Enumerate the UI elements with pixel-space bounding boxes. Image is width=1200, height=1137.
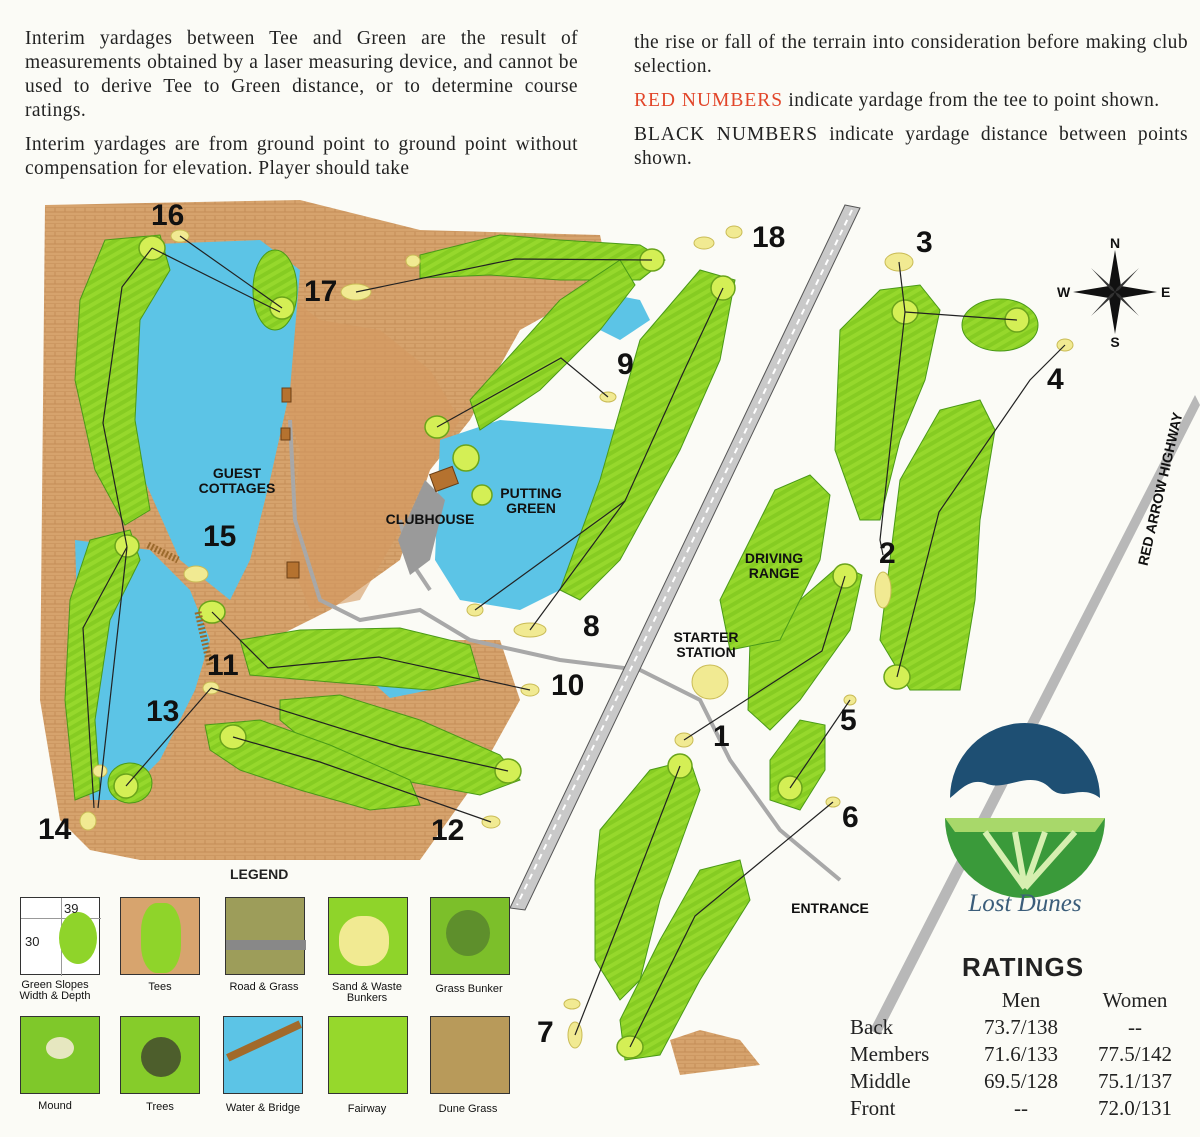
hole-13-number: 13 [146, 695, 180, 728]
driving-range-label-2: RANGE [748, 565, 800, 581]
intro-paragraph-2: Interim yardages are from ground point to ground point without compensation for elevation. Player should take [25, 134, 578, 179]
black-numbers-text: indicate yardage distance between points shown. [634, 124, 1188, 169]
starter-station-label-1: STARTER [673, 629, 739, 645]
intro-paragraph-3: the rise or fall of the terrain into consideration before making club selection. [634, 32, 1188, 77]
hole-18-number: 18 [752, 221, 786, 254]
starter-station-label-2: STATION [676, 644, 736, 660]
compass-rose-icon [1057, 235, 1170, 350]
entrance-label: ENTRANCE [791, 900, 869, 916]
hole-6-number: 6 [842, 801, 859, 834]
ratings-row-members: Members 71.6/133 77.5/142 [850, 1042, 1173, 1066]
hole-10-number: 10 [551, 669, 585, 702]
hole-3-number: 3 [916, 226, 933, 259]
legend-label-road-grass: Road & Grass [229, 981, 299, 993]
legend-swatch-grass-bunker [430, 897, 510, 975]
guest-cottages-label-1: GUEST [212, 465, 262, 481]
hole-5-number: 5 [840, 704, 857, 737]
hole-17-number: 17 [304, 275, 338, 308]
ratings-header [850, 987, 1190, 1014]
ratings-header-women: Women [1102, 988, 1168, 1012]
black-numbers-note [634, 123, 1188, 171]
ratings-table [850, 952, 1190, 1122]
legend-swatch-mound [20, 1016, 100, 1094]
intro-paragraph-1: Interim yardages between Tee and Green are the result of measurements obtained by a laser measuring device, and cannot be used to derive Tee to Green distance, or to determine course ratings. [25, 28, 578, 121]
legend-swatch-dune-grass [430, 1016, 510, 1094]
legend-label-mound: Mound [38, 1100, 72, 1112]
ratings-title: RATINGS [962, 952, 1085, 982]
legend-swatch-road-grass [225, 897, 305, 975]
red-numbers-label: RED NUMBERS [634, 90, 784, 111]
legend-title: LEGEND [230, 866, 289, 882]
ratings-row-back: Back 73.7/138 -- [850, 1015, 1142, 1039]
legend-label-trees: Trees [146, 1101, 174, 1113]
driving-range-label-1: DRIVING [744, 550, 804, 566]
hole-2-number: 2 [879, 537, 896, 570]
intro-left-column [25, 27, 578, 191]
legend-label-tees: Tees [148, 981, 172, 993]
legend-num-left: 30 [25, 934, 40, 949]
ratings-row-middle: Middle 69.5/128 75.1/137 [850, 1069, 1173, 1093]
compass-n: N [1109, 235, 1121, 251]
hole-11-number: 11 [207, 649, 239, 682]
legend-label-sand: Sand & Waste Bunkers [332, 981, 402, 1004]
hole-4-number: 4 [1047, 363, 1064, 396]
ratings-row-front: Front -- 72.0/131 [850, 1096, 1173, 1120]
clubhouse-label: CLUBHOUSE [385, 511, 475, 527]
hole-15-number: 15 [203, 520, 237, 553]
legend-swatch-fairway [328, 1016, 408, 1094]
legend-label-water-bridge: Water & Bridge [225, 1102, 301, 1114]
legend-swatch-tees [120, 897, 200, 975]
legend-swatch-water-bridge [223, 1016, 303, 1094]
hole-8-number: 8 [583, 610, 600, 643]
legend-swatch-green-slopes [20, 897, 100, 975]
ratings-header-men: Men [1001, 988, 1041, 1012]
hole-7-number: 7 [537, 1016, 554, 1049]
putting-green-label-2: GREEN [506, 500, 556, 516]
red-numbers-text: indicate yardage from the tee to point shown. [783, 90, 1160, 111]
intro-right-column [634, 31, 1188, 181]
legend-label-green-slopes: Green Slopes Width & Depth [19, 979, 91, 1002]
compass-s: S [1110, 334, 1120, 350]
hole-1-number: 1 [713, 720, 730, 753]
lost-dunes-logo [945, 723, 1105, 898]
black-numbers-label: BLACK NUMBERS [634, 124, 819, 145]
red-numbers-note [634, 89, 1188, 113]
legend-num-top: 39 [64, 901, 79, 916]
compass-w: W [1057, 284, 1071, 300]
compass-e: E [1161, 284, 1171, 300]
legend-swatch-trees [120, 1016, 200, 1094]
legend-label-fairway: Fairway [347, 1103, 387, 1115]
legend-swatch-sand [328, 897, 408, 975]
hole-12-number: 12 [431, 814, 465, 847]
legend-label-dune-grass: Dune Grass [438, 1103, 498, 1115]
guest-cottages-label-2: COTTAGES [198, 480, 276, 496]
legend-label-grass-bunker: Grass Bunker [435, 983, 503, 995]
hole-16-number: 16 [151, 199, 185, 232]
hole-14-number: 14 [38, 813, 72, 846]
hole-9-number: 9 [617, 348, 634, 381]
lost-dunes-name: Lost Dunes [968, 890, 1082, 917]
putting-green-label-1: PUTTING [500, 485, 562, 501]
highway-label: RED ARROW HIGHWAY [1134, 410, 1186, 568]
